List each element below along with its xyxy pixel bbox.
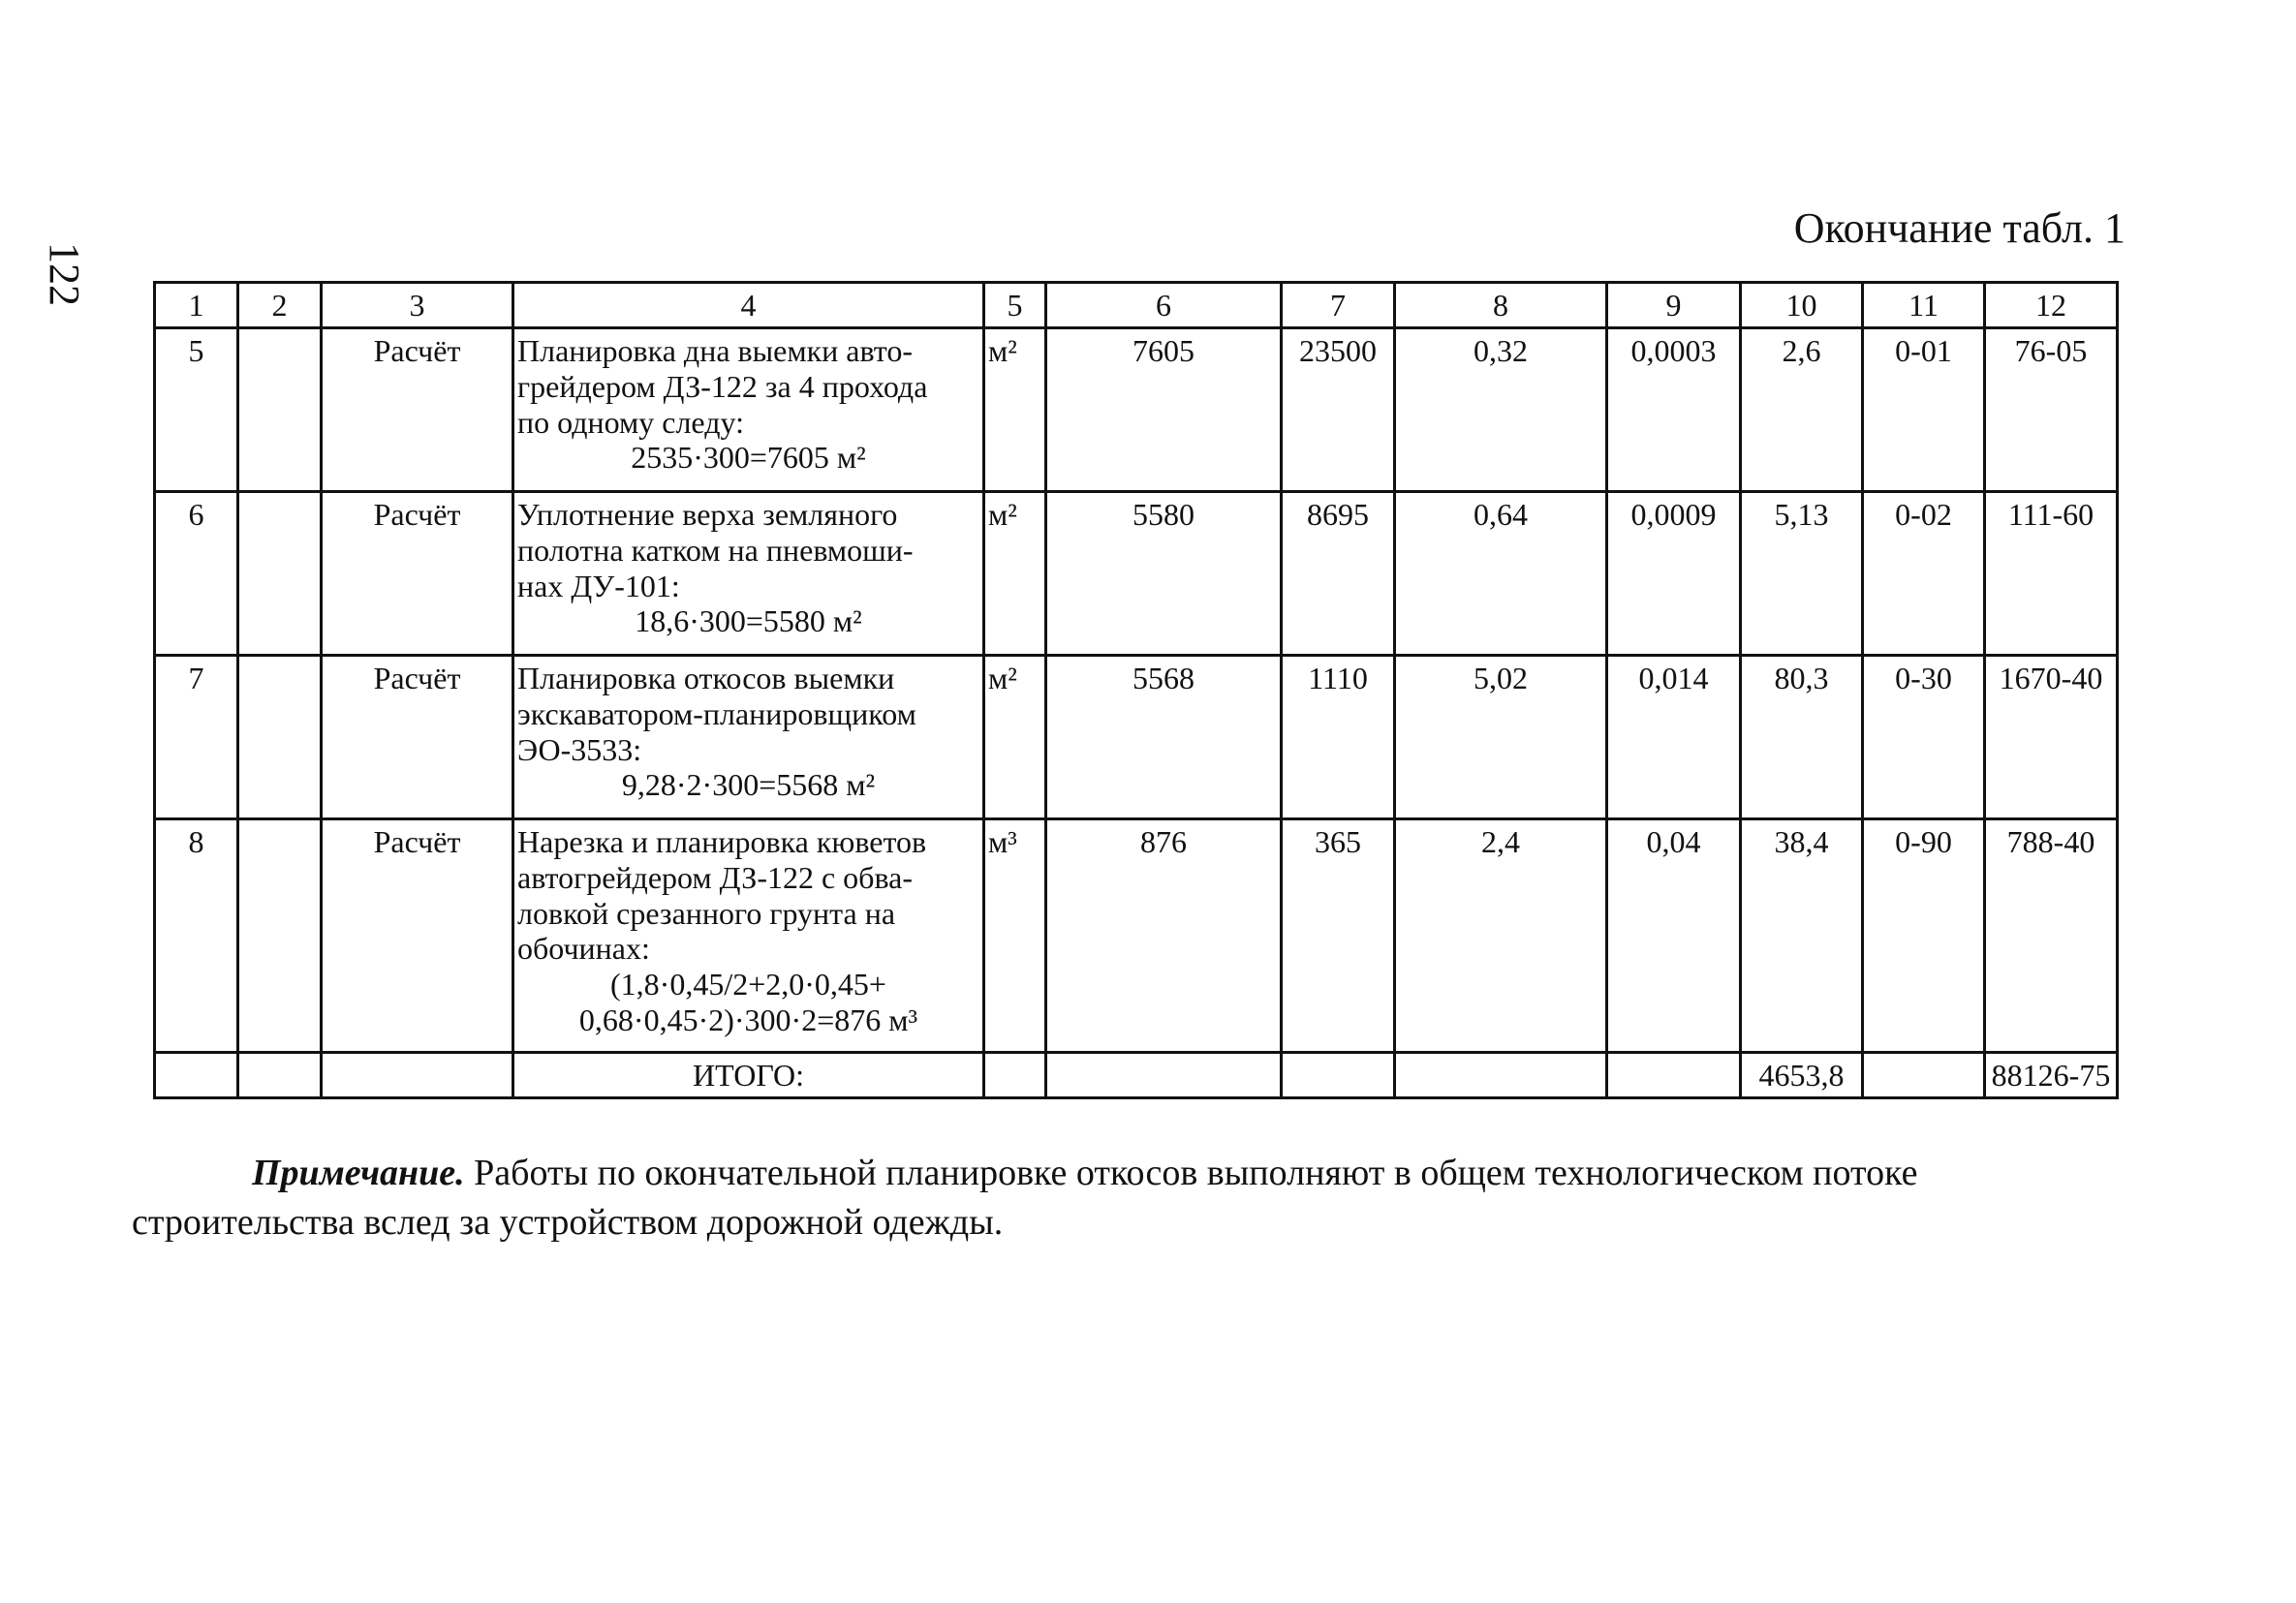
formula-text: 18,6·300=5580 м²: [635, 603, 862, 639]
source-cell: Расчёт: [322, 328, 513, 492]
col2-cell: [238, 492, 322, 656]
description-cell: [513, 328, 984, 492]
value-cell: 2,6: [1741, 328, 1863, 492]
note-text: Работы по окончательной планировке откосов выполняют в общем технологическом потоке строительства вслед за устройством дорожной одежды.: [132, 1153, 1918, 1244]
total-value: 88126-75: [1985, 1053, 2118, 1098]
formula-text: 2535·300=7605 м²: [631, 440, 866, 476]
description-text: Планировка дна выемки авто- грейдером ДЗ-122 за 4 прохода по одному следу:: [517, 333, 928, 440]
value-cell: 0,014: [1607, 656, 1741, 819]
header-cell: 3: [322, 283, 513, 328]
empty-cell: [1046, 1053, 1282, 1098]
row-number: 7: [155, 656, 238, 819]
header-cell: 8: [1395, 283, 1607, 328]
empty-cell: [1395, 1053, 1607, 1098]
value-cell: 38,4: [1741, 819, 1863, 1053]
value-cell: 76-05: [1985, 328, 2118, 492]
row-number: 8: [155, 819, 238, 1053]
header-cell: 9: [1607, 283, 1741, 328]
col2-cell: [238, 656, 322, 819]
value-cell: 0,04: [1607, 819, 1741, 1053]
value-cell: 1670-40: [1985, 656, 2118, 819]
value-cell: 0-30: [1863, 656, 1985, 819]
header-cell: 1: [155, 283, 238, 328]
description-cell: [513, 656, 984, 819]
header-cell: 6: [1046, 283, 1282, 328]
unit-cell: м³: [984, 819, 1046, 1053]
row-number: 5: [155, 328, 238, 492]
value-cell: 111-60: [1985, 492, 2118, 656]
empty-cell: [1863, 1053, 1985, 1098]
source-cell: Расчёт: [322, 492, 513, 656]
description-cell: [513, 819, 984, 1053]
unit-cell: м²: [984, 492, 1046, 656]
table-row: [155, 328, 2118, 492]
total-value: 4653,8: [1741, 1053, 1863, 1098]
header-cell: 2: [238, 283, 322, 328]
header-cell: 11: [1863, 283, 1985, 328]
unit-cell: м²: [984, 328, 1046, 492]
row-number: 6: [155, 492, 238, 656]
value-cell: 2,4: [1395, 819, 1607, 1053]
col2-cell: [238, 819, 322, 1053]
header-cell: 7: [1282, 283, 1395, 328]
source-cell: Расчёт: [322, 656, 513, 819]
table-row: [155, 492, 2118, 656]
empty-cell: [1282, 1053, 1395, 1098]
value-cell: 0,0003: [1607, 328, 1741, 492]
description-text: Нарезка и планировка кюветов автогрейдером ДЗ-122 с обва- ловкой срезанного грунта на обочинах:: [517, 824, 927, 967]
value-cell: 5580: [1046, 492, 1282, 656]
value-cell: 0,64: [1395, 492, 1607, 656]
value-cell: 80,3: [1741, 656, 1863, 819]
note-paragraph: [132, 1149, 2108, 1248]
source-cell: Расчёт: [322, 819, 513, 1053]
formula-text: (1,8·0,45/2+2,0·0,45+ 0,68·0,45·2)·300·2=876 м³: [578, 967, 918, 1037]
header-cell: 12: [1985, 283, 2118, 328]
empty-cell: [322, 1053, 513, 1098]
value-cell: 8695: [1282, 492, 1395, 656]
empty-cell: [238, 1053, 322, 1098]
value-cell: 876: [1046, 819, 1282, 1053]
value-cell: 5,02: [1395, 656, 1607, 819]
value-cell: 5568: [1046, 656, 1282, 819]
table-caption: Окончание табл. 1: [1793, 204, 2125, 252]
description-text: Планировка откосов выемки экскаватором-планировщиком ЭО-3533:: [517, 661, 916, 767]
table-row: [155, 819, 2118, 1053]
value-cell: 0,0009: [1607, 492, 1741, 656]
value-cell: 7605: [1046, 328, 1282, 492]
value-cell: 0-01: [1863, 328, 1985, 492]
value-cell: 365: [1282, 819, 1395, 1053]
value-cell: 0-90: [1863, 819, 1985, 1053]
note-label: Примечание.: [252, 1153, 465, 1193]
col2-cell: [238, 328, 322, 492]
value-cell: 23500: [1282, 328, 1395, 492]
table-header-row: [155, 283, 2118, 328]
header-cell: 5: [984, 283, 1046, 328]
header-cell: 10: [1741, 283, 1863, 328]
value-cell: 0,32: [1395, 328, 1607, 492]
total-label: ИТОГО:: [513, 1053, 984, 1098]
formula-text: 9,28·2·300=5568 м²: [621, 767, 876, 803]
header-cell: 4: [513, 283, 984, 328]
empty-cell: [984, 1053, 1046, 1098]
page-number: 122: [41, 242, 88, 306]
data-table: [153, 281, 2119, 1099]
empty-cell: [155, 1053, 238, 1098]
table-row: [155, 656, 2118, 819]
empty-cell: [1607, 1053, 1741, 1098]
value-cell: 0-02: [1863, 492, 1985, 656]
description-cell: [513, 492, 984, 656]
total-row: [155, 1053, 2118, 1098]
unit-cell: м²: [984, 656, 1046, 819]
value-cell: 1110: [1282, 656, 1395, 819]
value-cell: 788-40: [1985, 819, 2118, 1053]
description-text: Уплотнение верха земляного полотна катком на пневмоши- нах ДУ-101:: [517, 497, 914, 603]
value-cell: 5,13: [1741, 492, 1863, 656]
